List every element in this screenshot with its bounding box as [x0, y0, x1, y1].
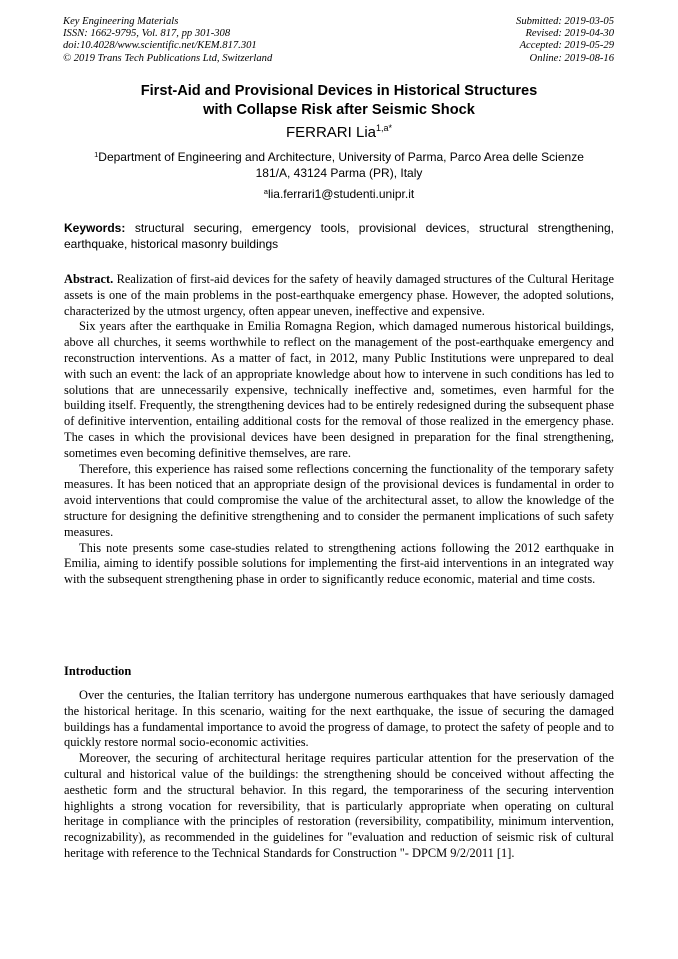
affiliation-line-1: Department of Engineering and Architecture, University of Parma, Parco Area delle Scienze	[98, 150, 584, 164]
abstract-label: Abstract.	[64, 272, 114, 286]
affiliation-superscript: 1	[94, 150, 99, 159]
email-superscript: a	[263, 187, 268, 196]
keywords	[64, 221, 614, 252]
abstract-paragraph-3: Therefore, this experience has raised some reflections concerning the functionality of the temporary safety measures. It has been noticed that an appropriate design of the provisional devices is fundamental in order to avoid interventions that could compromise the value of the architectural asset, to allow the knowledge of the structure for designing the definitive strengthening and to consider the permanent implications of such safety measures.	[64, 461, 614, 539]
paper-title	[64, 82, 614, 119]
keywords-text: structural securing, emergency tools, provisional devices, structural strengthening, earthquake, historical masonry buildings	[64, 221, 614, 251]
author-name: FERRARI Lia	[285, 124, 376, 141]
accepted-date: Accepted: 2019-05-29	[519, 40, 614, 52]
journal-name: Key Engineering Materials	[63, 16, 179, 27]
revised-date: Revised: 2019-04-30	[525, 28, 614, 40]
publication-dates	[516, 16, 614, 65]
introduction-paragraph-1: Over the centuries, the Italian territory has undergone numerous earthquakes that have seriously damaged the historical heritage. In this scenario, waiting for the next earthquake, the issue of securing the damaged buildings has a fundamental importance to avoid the progress of damage, to protect the safety of people and to quickly restore normal socio-economic activities.	[64, 688, 614, 750]
abstract-paragraph-2: Six years after the earthquake in Emilia Romagna Region, which damaged numerous historical buildings, above all churches, it seems worthwhile to reflect on the management of the post-earthquake emergency and reconstruction interventions. As a matter of fact, in 2012, many Public Institutions were unprepared to deal with such an event: the lack of an appropriate knowledge about how to intervene in such conditions has led to solutions that are unnecessarily expensive, technically ineffective and, sometimes, even harmful for the building itself. Frequently, the strengthening devices had to be entirely redesigned during the subsequent phase of definitive intervention, entailing additional costs for the removal of those realized in the emergency phase. The cases in which the provisional devices have been designed in preparation for the final strengthening, sometimes even becoming definitive themselves, are rare.	[64, 319, 614, 460]
online-date: Online: 2019-08-16	[529, 52, 614, 64]
doi: doi:10.4028/www.scientific.net/KEM.817.301	[63, 40, 257, 52]
introduction-heading: Introduction	[64, 664, 132, 678]
issn: ISSN: 1662-9795, Vol. 817, pp 301-308	[63, 28, 231, 40]
introduction-paragraph-2: Moreover, the securing of architectural heritage requires particular attention for the preservation of the cultural and historical value of the buildings: the strengthening should be conceived without affecting the aesthetic form and the structural behavior. In this regard, the temporariness of the securing intervention highlights a strong vocation for reversibility, that is particularly appropriate when operating on cultural heritage in compliance with the principles of restoration (reversibility, compatibility, minimum intervention, recognizability), as recommended in the guidelines for "evaluation and reduction of seismic risk of cultural heritage with reference to the Technical Standards for Construction "- DPCM 9/2/2011 [1].	[64, 751, 614, 860]
title-line-2: with Collapse Risk after Seismic Shock	[203, 101, 475, 118]
introduction-section	[64, 688, 614, 862]
keywords-label: Keywords:	[64, 221, 126, 235]
author-superscript: 1,a*	[376, 123, 393, 133]
author	[64, 124, 614, 141]
abstract-section	[64, 272, 614, 588]
author-email	[64, 187, 614, 201]
abstract-p1-text: Realization of first-aid devices for the safety of heavily damaged structures of the Cultural Heritage assets is one of the main problems in the post-earthquake emergency phase. However, the adopted solutions, characterized by the utmost urgency, often appear uneven, ineffective and expensive.	[64, 272, 614, 318]
affiliation-line-2: 181/A, 43124 Parma (PR), Italy	[255, 165, 423, 180]
submitted-date: Submitted: 2019-03-05	[516, 16, 614, 27]
email-address: lia.ferrari1@studenti.unipr.it	[267, 187, 415, 201]
copyright: © 2019 Trans Tech Publications Ltd, Switzerland	[63, 52, 273, 64]
journal-info	[63, 16, 272, 65]
abstract-paragraph-1	[64, 272, 614, 319]
abstract-paragraph-4: This note presents some case-studies related to strengthening actions following the 2012 earthquake in Emilia, aiming to identify possible solutions for implementing the first-aid interventions in an integrated way with the subsequent strengthening phase in order to significantly reduce economic, material and time costs.	[64, 540, 614, 587]
title-line-1: First-Aid and Provisional Devices in Historical Structures	[140, 83, 538, 99]
affiliation	[70, 150, 608, 182]
